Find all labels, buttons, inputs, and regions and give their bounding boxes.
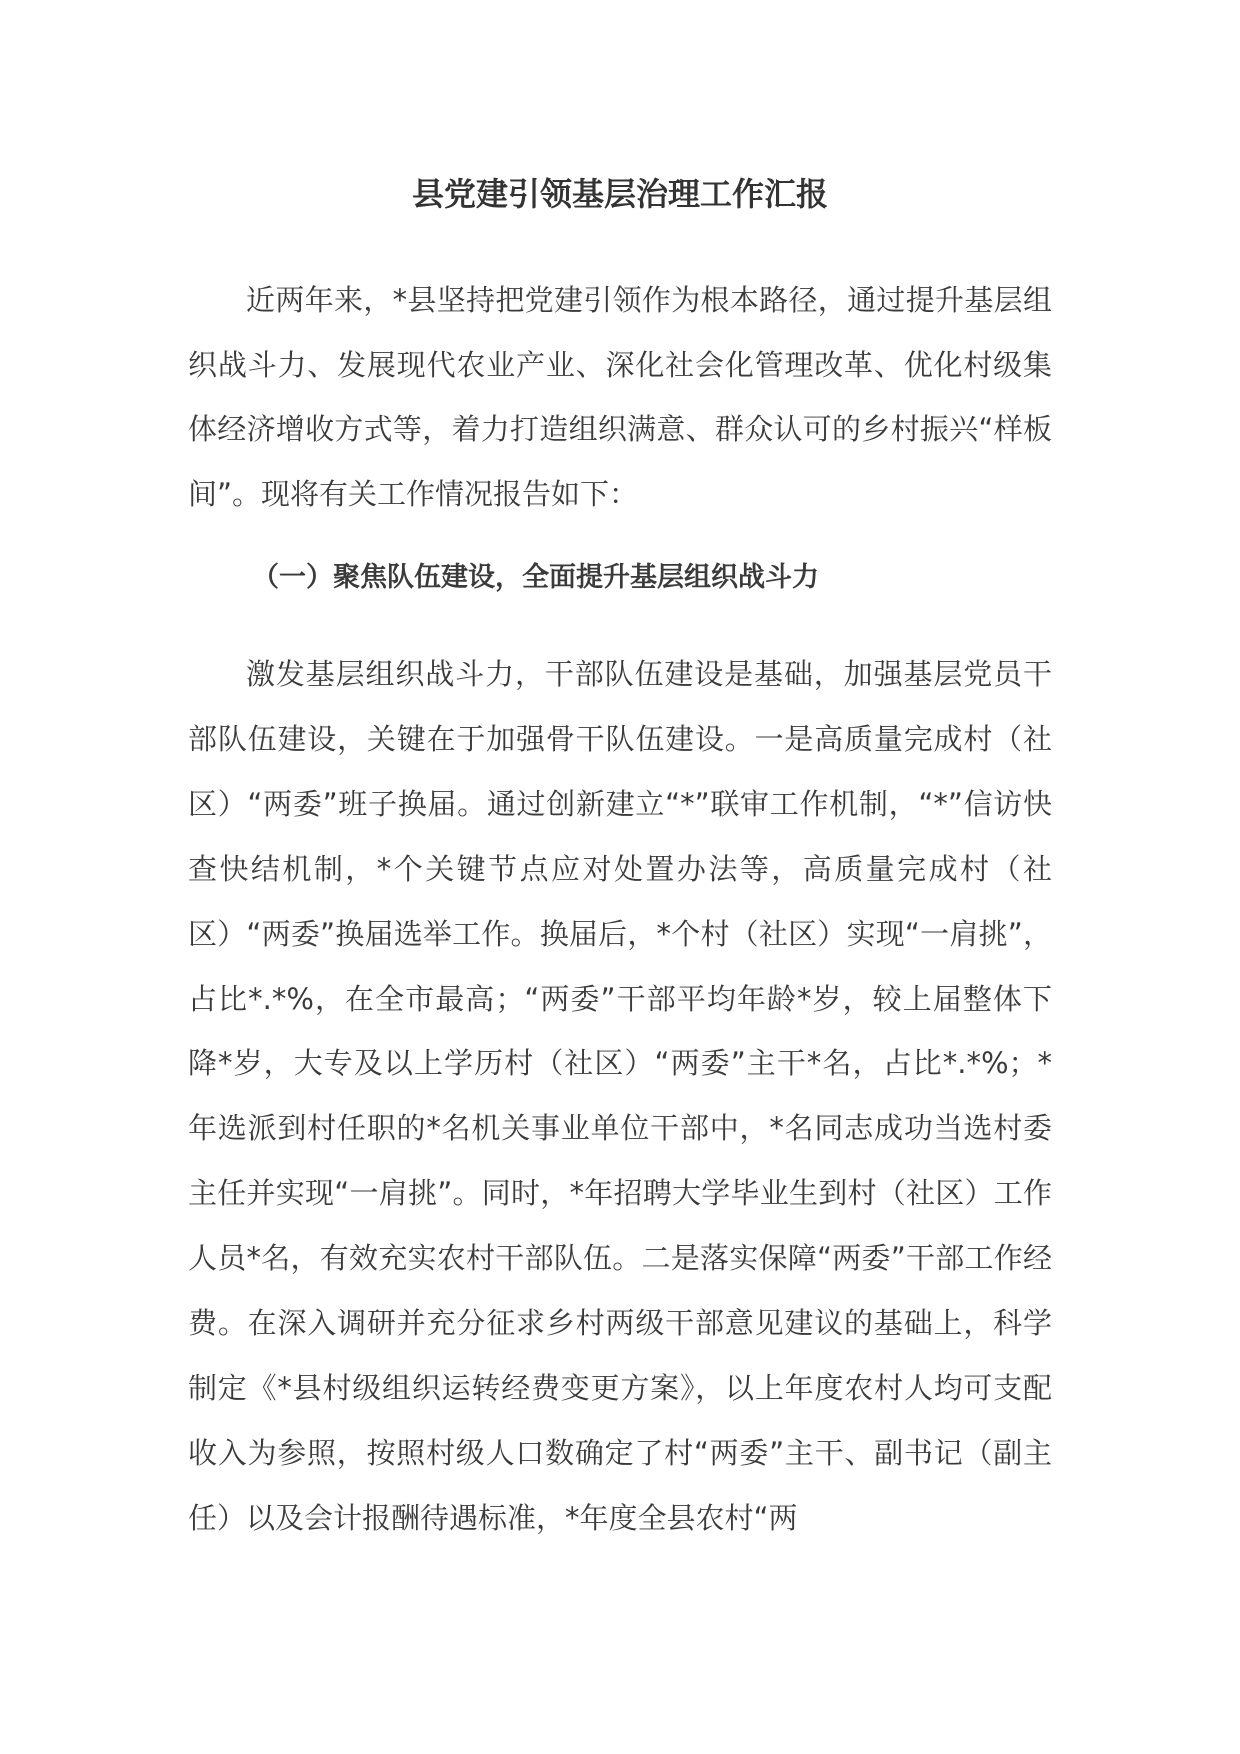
document-title: 县党建引领基层治理工作汇报 — [411, 175, 828, 213]
intro-paragraph: 近两年来，*县坚持把党建引领作为根本路径，通过提升基层组织战斗力、发展现代农业产业、深化社会化管理改革、优化村级集体经济增收方式等，着力打造组织满意、群众认可的乡村振兴“样板间”。现将有关工作情况报告如下： — [188, 283, 1052, 511]
section-body-paragraph: 激发基层组织战斗力，干部队伍建设是基础，加强基层党员干部队伍建设，关键在于加强骨干队伍建设。一是高质量完成村（社区）“两委”班子换届。通过创新建立“*”联审工作机制，“*”信访快查快结机制，*个关键节点应对处置办法等，高质量完成村（社区）“两委”换届选举工作。换届后，*个村（社区）实现“一肩挑”，占比*.*%，在全市最高；“两委”干部平均年龄*岁，较上届整体下降*岁，大专及以上学历村（社区）“两委”主干*名，占比*.*%；*年选派到村任职的*名机关事业单位干部中，*名同志成功当选村委主任并实现“一肩挑”。同时，*年招聘大学毕业生到村（社区）工作人员*名，有效充实农村干部队伍。二是落实保障“两委”干部工作经费。在深入调研并充分征求乡村两级干部意见建议的基础上，科学制定《*县村级组织运转经费变更方案》，以上年度农村人均可支配收入为参照，按照村级人口数确定了村“两委”主干、副书记（副主任）以及会计报酬待遇标准，*年度全县农村“两 — [188, 657, 1052, 1535]
section-heading: （一）聚焦队伍建设，全面提升基层组织战斗力 — [252, 562, 819, 593]
